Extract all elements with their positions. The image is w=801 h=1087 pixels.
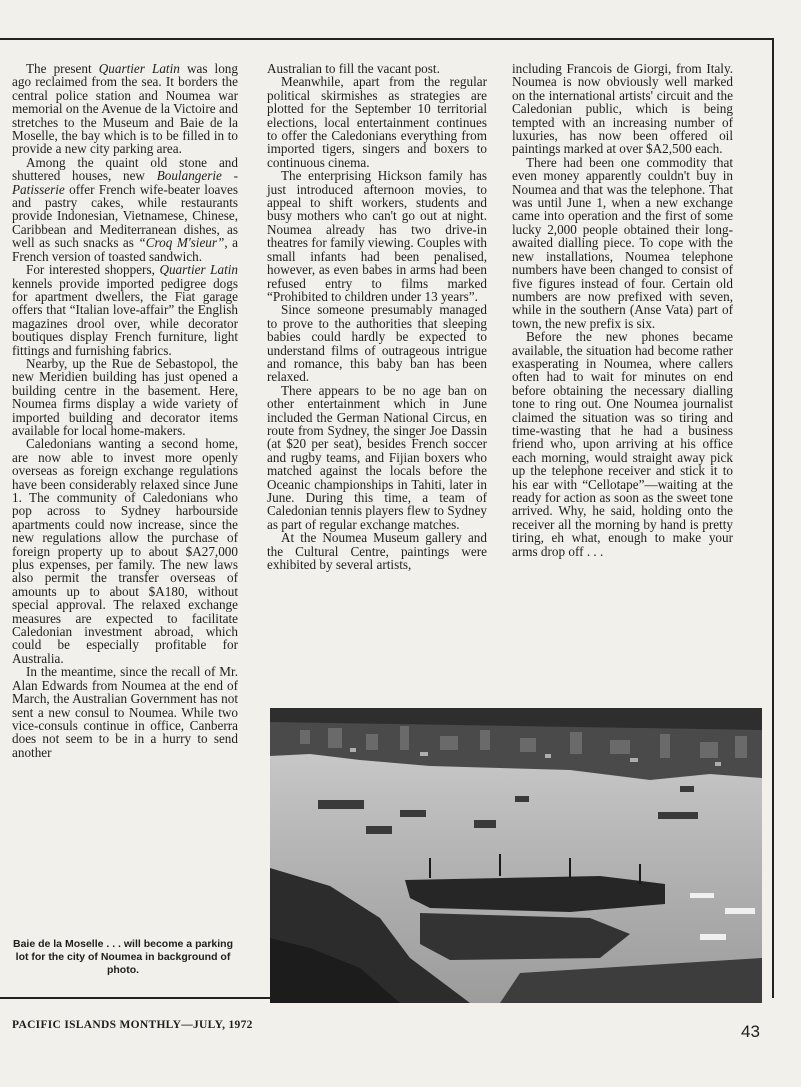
paragraph: At the Noumea Museum gallery and the Cultural Centre, paintings were exhibited by several artists, [267, 530, 487, 573]
page-number: 43 [741, 1022, 760, 1041]
paragraph: Since someone presumably managed to prove to the authorities that sleeping babies could hardly be expected to understand films of outrageous intrigue and romance, this baby ban has been relaxed. [267, 302, 487, 385]
paragraph: The enterprising Hickson family has just introduced afternoon movies, to appeal to shift workers, students and busy mothers who can't go out at night. Noumea already has two drive-in theatres for family viewing. Couples with small infants had been penalised, however, as even babes in arms had been refused entry to films marked “Prohibited to children under 13 years”. [267, 168, 487, 304]
paragraph: Among the quaint old stone and shuttered houses, new Boulangerie - Patisserie offer French wife-beater loaves and pastry cakes, while restaurants provide Indonesian, Vietnamese, Chinese, Caribbean and Mediterranean dishes, as well as such snacks as “Croq M'sieur”, a French version of toasted sandwich. [12, 154, 238, 264]
article-column-2 [267, 62, 487, 571]
paragraph: Australian to fill the vacant post. [267, 61, 440, 76]
right-rule [772, 38, 774, 998]
paragraph: including Francois de Giorgi, from Italy. Noumea is now obviously well marked on the international artists' circuit and the Caledonian public, which is being tempted with an increasing number of luxuries, has now been offered oil paintings marked at over $A2,500 each. [512, 61, 733, 157]
harbour-photo [270, 708, 762, 1003]
paragraph: For interested shoppers, Quartier Latin kennels provide imported pedigree dogs for apartment dwellers, the Fiat garage offers that “Italian love-affair” the English magazines drool over, while decorator boutiques display French furniture, light fittings and furnishing fabrics. [12, 262, 238, 358]
publication-footer: PACIFIC ISLANDS MONTHLY—JULY, 1972 [12, 1019, 253, 1031]
paragraph: Caledonians wanting a second home, are now able to invest more openly overseas as foreign exchange regulations have been considerably relaxed since June 1. The community of Caledonians who pop across to Sydney harbourside apartments could now increase, since the new regulations allow the purchase of foreign property up to about $A27,000 plus expenses, per family. The new laws also permit the transfer overseas of amounts up to about $A180, without special approval. The relaxed exchange measures are expected to facilitate Caledonian investment abroad, which could be especially profitable for Australia. [12, 436, 238, 666]
article-column-3 [512, 62, 733, 558]
photo-caption: Baie de la Moselle . . . will become a parking lot for the city of Noumea in background of photo. [13, 938, 233, 976]
paragraph: Meanwhile, apart from the regular political skirmishes as strategies are plotted for the September 10 territorial elections, local entertainment continues to offer the Caledonians everything from imported tigers, singers and boxers to continuous cinema. [267, 74, 487, 170]
top-rule [0, 38, 774, 40]
paragraph: Nearby, up the Rue de Sebastopol, the new Meridien building has just opened a building centre in the basement. Here, Noumea firms display a wide variety of imported building and decorator items available for local home-makers. [12, 355, 238, 438]
paragraph: In the meantime, since the recall of Mr. Alan Edwards from Noumea at the end of March, the Australian Government has not sent a new consul to Noumea. While two vice-consuls continue in office, Canberra does not seem to be in a hurry to send another [12, 664, 238, 760]
harbour-photo-graphic [270, 708, 762, 1003]
paragraph: The present Quartier Latin was long ago reclaimed from the sea. It borders the central police station and Noumea war memorial on the Avenue de la Victoire and stretches to the Museum and Baie de la Moselle, the bay which is to be filled in to provide a new city parking area. [12, 61, 238, 157]
paragraph: There had been one commodity that even money apparently couldn't buy in Noumea and that was the telephone. That was until June 1, when a new exchange came into operation and the first of some lucky 2,000 people obtained their long-awaited dialling piece. To cope with the new installations, Noumea telephone numbers have been changed to consist of five figures instead of four. Certain old numbers are now prefixed with seven, while in the southern (Anse Vata) part of town, the new prefix is six. [512, 154, 733, 331]
paragraph: There appears to be no age ban on other entertainment which in June included the German National Circus, en route from Sydney, the singer Joe Dassin (at $20 per seat), besides French soccer and rugby teams, and Fijian boxers who matched against the locals before the Oceanic championships in Tahiti, later in June. During this time, a team of Caledonian tennis players flew to Sydney as part of regular exchange matches. [267, 382, 487, 532]
article-column-1 [12, 62, 238, 759]
paragraph: Before the new phones became available, the situation had become rather exasperating in Noumea, where callers often had to wait for minutes on end before obtaining the necessary dialling tone to ring out. One Noumea journalist claimed the situation was so tiring and time-wasting that he had a business friend who, upon arriving at his office each morning, would straight away pick up the telephone receiver and stick it to his ear with “Cellotape”—waiting at the ready for action as soon as the sweet tone arrived. Why, he said, holding onto the receiver all the morning by hand is pretty tiring, eh what, enough to make your arms drop off . . . [512, 329, 733, 559]
caption-rule [0, 997, 270, 999]
